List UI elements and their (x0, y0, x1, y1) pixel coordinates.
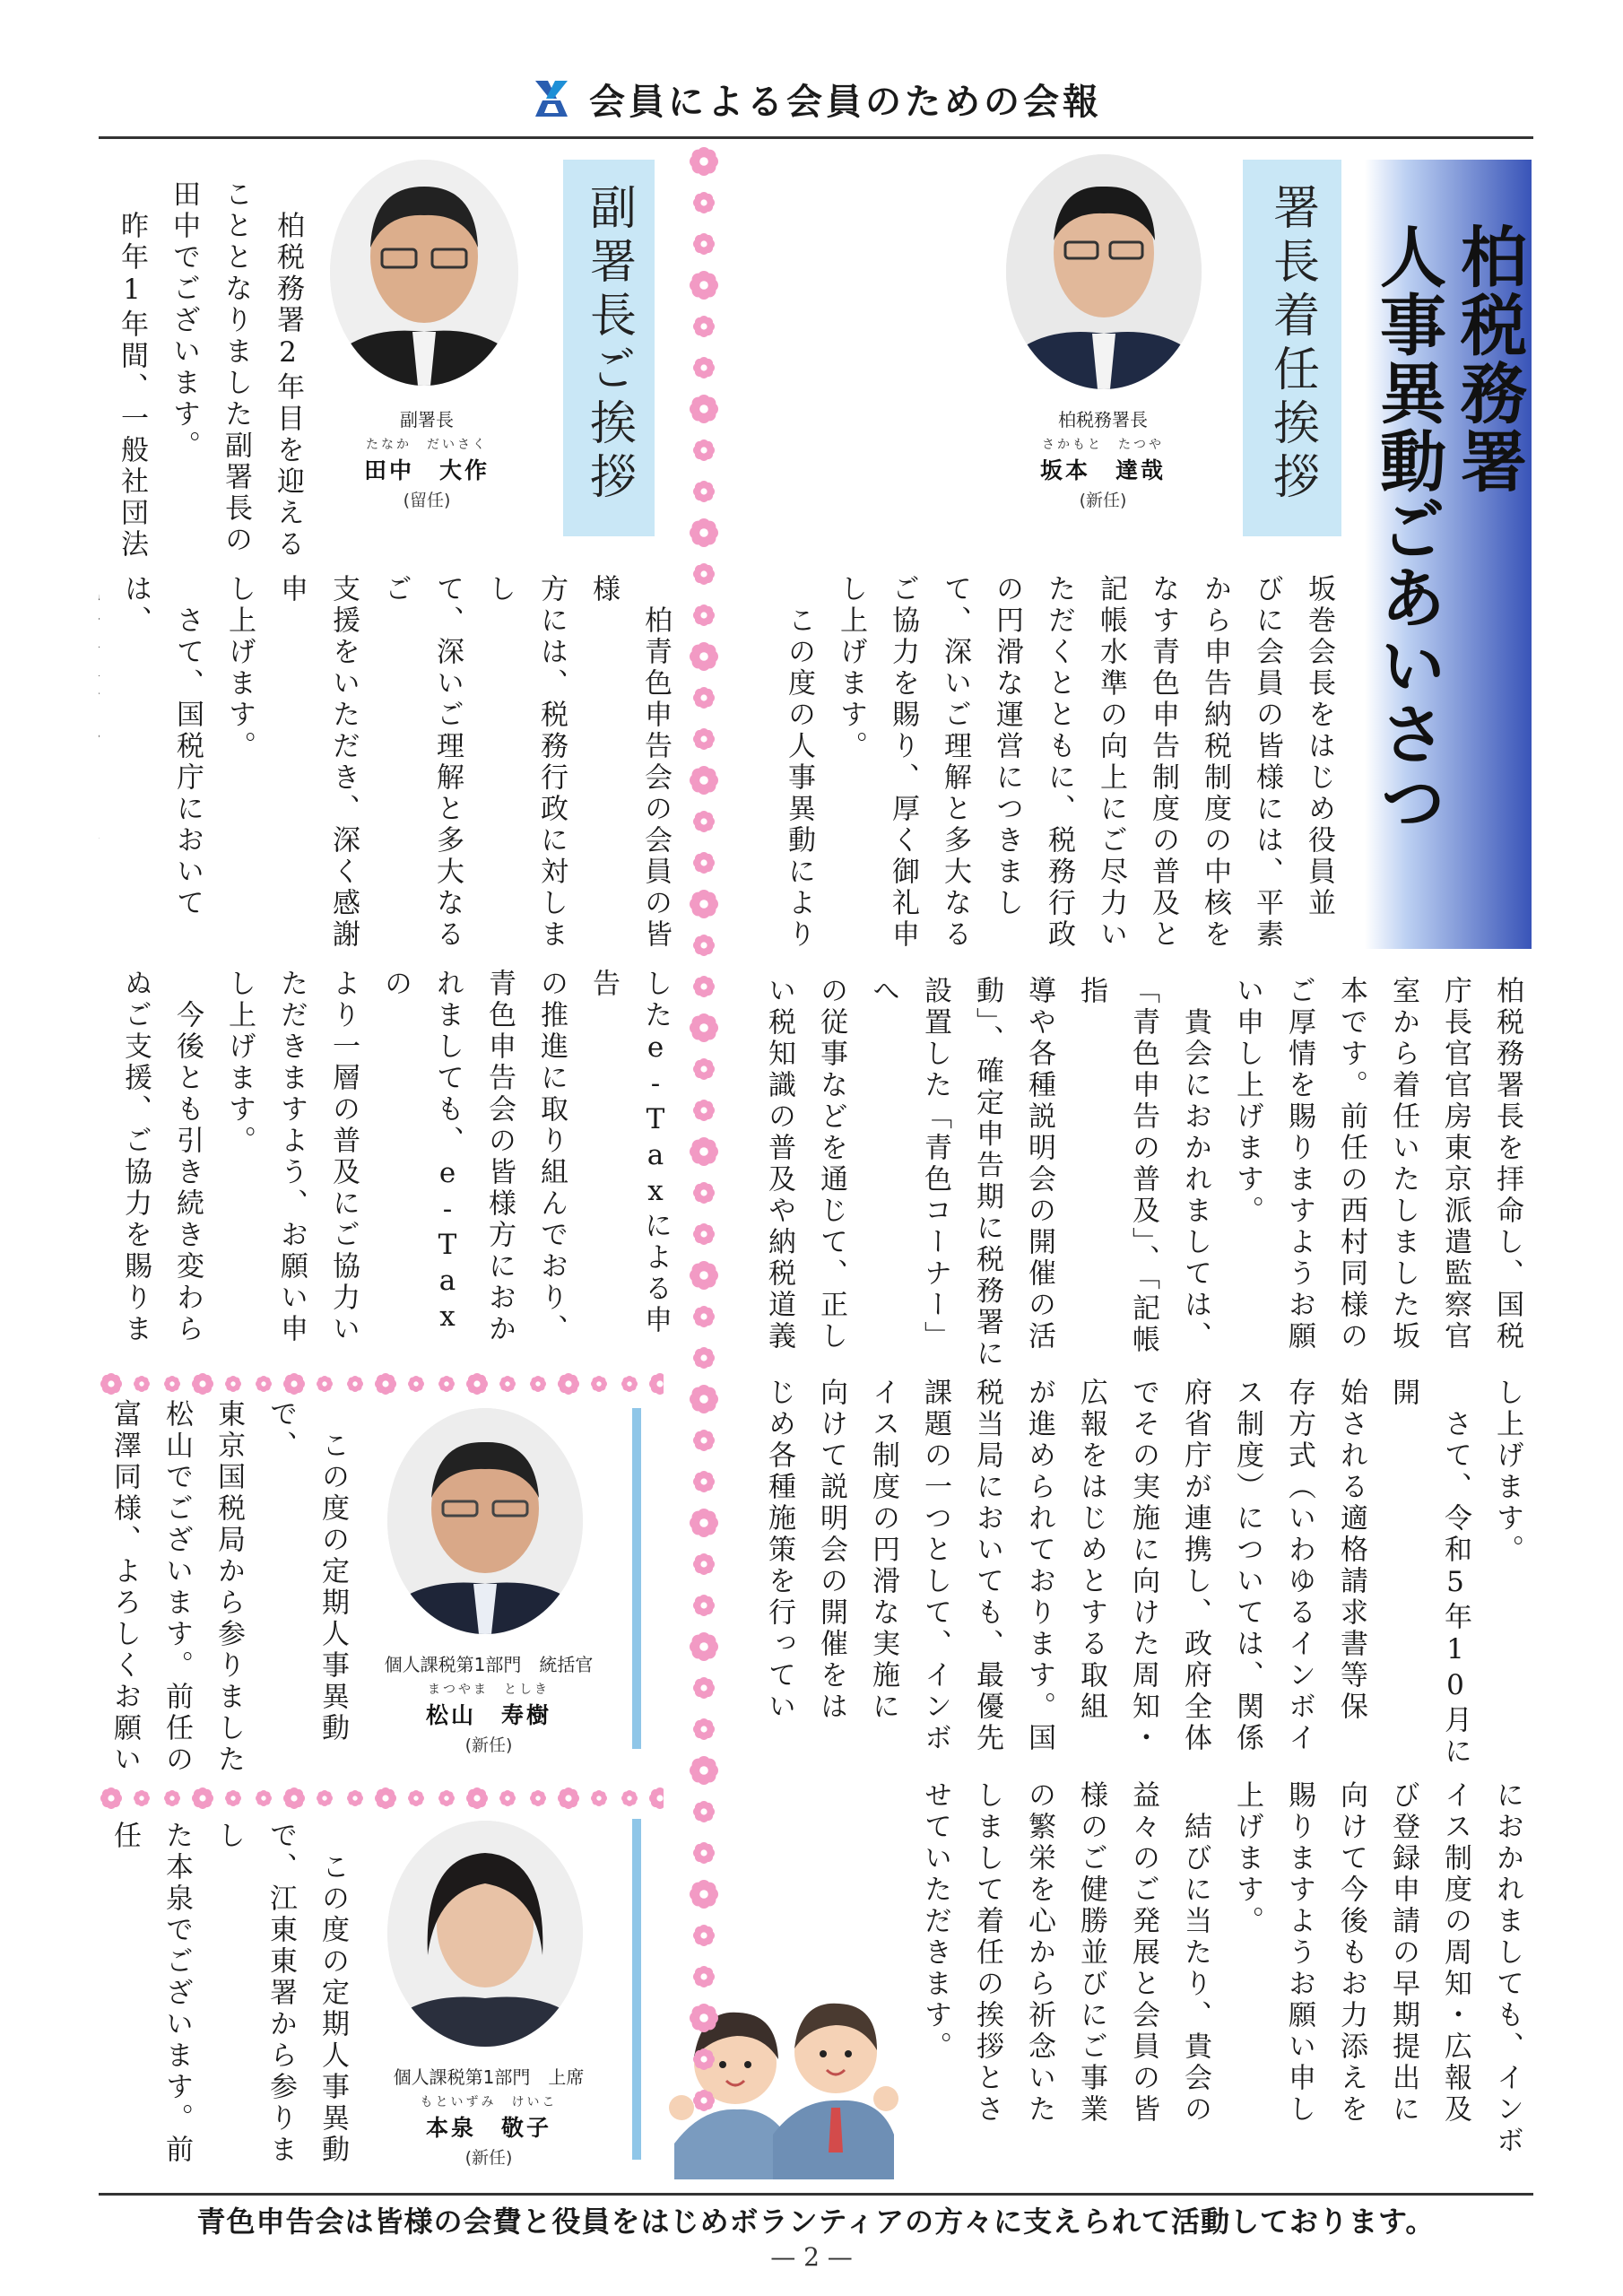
flower-icon (693, 976, 715, 997)
flower-icon (693, 1842, 715, 1864)
flower-icon (256, 1376, 272, 1392)
flower-icon (690, 147, 718, 176)
official2-title: 個人課税第1部門 上席 (393, 2066, 585, 2088)
flower-icon (649, 1373, 664, 1395)
flower-icon (693, 2090, 715, 2111)
chief-text-3: し上げます。 さて、令和5年10月に開 始される適格請求書等保 存方式（いわゆるインボイ ス制度）については、関係 府省庁が連携し、政府全体 でその実施に向けた周知・ 広報をはじめとする取組 が進められております。国 税当局においても、最優先 課題の一つとして、インボ イス制度の円滑な実施に 向けて説明会の開催をは じめ各種施策を行ってい (763, 1378, 1523, 1768)
chief-caption (986, 405, 1219, 511)
flower-icon (408, 1376, 424, 1392)
flower-icon (408, 1790, 424, 1806)
flower-icon (690, 1261, 718, 1290)
chief-text-2: 柏税務署長を拝命し、国税 庁長官官房東京派遣監察官 室から着任いたしました坂 本です。前任の西村同様の ご厚情を賜りますようお願 い申し上げます。 貴会におかれましては、 「青色申告の普及」、「記帳指 導や各種説明会の開催の活 動」、確定申告期に税務署に 設置した「青色コーナー」へ の従事などを通じて、正し い税知識の普及や納税道義 (763, 976, 1523, 1370)
flower-icon (690, 1385, 718, 1413)
flower-icon (317, 1790, 333, 1806)
flower-icon (693, 1223, 715, 1245)
flower-icon (693, 1347, 715, 1369)
flower-icon (192, 1787, 213, 1809)
flower-icon (690, 642, 718, 671)
flower-icon (438, 1790, 455, 1806)
newsletter-title: 会員による会員のための会報 (589, 81, 1102, 123)
deputy-photo (330, 160, 518, 386)
official2-caption (359, 2063, 619, 2169)
association-logo-icon (530, 77, 573, 120)
flower-icon (621, 1790, 638, 1806)
deputy-text-b: 柏青色申告会の会員の皆様 方には、税務行政に対しまし て、深いご理解と多大なるご 支援をいただき、深く感謝申 し上げます。 さて、国税庁においては、 (119, 574, 672, 951)
flower-icon (225, 1376, 241, 1392)
flower-icon (690, 1509, 718, 1537)
flower-icon (690, 518, 718, 547)
deputy-title: 副署長 (400, 409, 454, 430)
flower-icon (690, 1137, 718, 1166)
flower-icon (690, 766, 718, 795)
flower-icon (466, 1787, 488, 1809)
flower-icon (693, 1925, 715, 1946)
flower-icon (693, 604, 715, 626)
flower-icon (347, 1790, 363, 1806)
chief-text-4: におかれましても、インボ イス制度の周知・広報及 び登録申請の早期提出に 向けて今後もお力添えを 賜りますようお願い申し 上げます。 結びに当たり、貴会の 益々のご発展と会員の皆 様のご健勝並びにご事業 の繁栄を心から祈念いた しまして着任の挨拶とさ せていただきます。 (919, 1780, 1523, 2157)
official2-name: 本泉 敬子 (425, 2115, 551, 2141)
flower-icon (693, 2048, 715, 2070)
chief-heading: 署長着任挨拶 (1264, 183, 1319, 506)
title-banner (1365, 160, 1532, 949)
flower-icon (693, 935, 715, 956)
official2-photo (387, 1821, 583, 2047)
official2-accent-bar (632, 1819, 641, 2160)
deputy-text-a: 柏税務署2年目を迎える こととなりました副署長の 田中でございます。 昨年1年間、一般社団法 (116, 179, 304, 561)
deputy-name-ruby: たなか だいさく (366, 438, 488, 452)
flower-icon (530, 1790, 546, 1806)
flower-icon (558, 1373, 579, 1395)
flower-icon (690, 1756, 718, 1785)
official1-status: (新任) (464, 1735, 513, 1755)
flower-icon (466, 1373, 488, 1395)
flower-icon (693, 1677, 715, 1699)
flower-icon (499, 1790, 516, 1806)
flower-divider-horizontal-2 (99, 1785, 664, 1812)
header-rule (99, 136, 1533, 139)
flower-icon (693, 1100, 715, 1121)
flower-icon (693, 852, 715, 874)
official2-status: (新任) (464, 2148, 513, 2168)
chief-title: 柏税務署長 (1058, 409, 1148, 430)
flower-icon (100, 1373, 122, 1395)
flower-icon (690, 890, 718, 918)
flower-icon (690, 1013, 718, 1042)
chief-photo (1006, 154, 1202, 389)
flower-icon (693, 192, 715, 213)
flower-icon (690, 1880, 718, 1909)
flower-icon (693, 1718, 715, 1740)
banner-title (1367, 222, 1529, 949)
flower-divider-horizontal-1 (99, 1370, 664, 1397)
flower-icon (134, 1376, 150, 1392)
flower-icon (693, 1966, 715, 1987)
flower-icon (499, 1376, 516, 1392)
flower-icon (690, 2004, 718, 2032)
flower-icon (530, 1376, 546, 1392)
official1-caption (359, 1650, 619, 1756)
footer-message: 青色申告会は皆様の会費と役員をはじめボランティアの方々に支えられて活動しております。 (196, 2205, 1436, 2239)
flower-icon (347, 1376, 363, 1392)
chief-name: 坂本 達哉 (1039, 457, 1166, 483)
flower-icon (693, 439, 715, 461)
deputy-caption (310, 405, 543, 511)
deputy-text-c: したe-Taxによる申告 の推進に取り組んでおり、 青色申告会の皆様方におか れましても、e-Taxの より一層の普及にご協力い ただきますよう、お願い申 し上げます。 今後とも引き続き変わら ぬご支援、ご協力を賜りま (119, 969, 672, 1345)
flower-icon (558, 1787, 579, 1809)
deputy-heading: 副署長ご挨拶 (581, 183, 636, 506)
flower-icon (192, 1373, 213, 1395)
flower-icon (693, 1306, 715, 1327)
banner-line-2: 人事異動ごあいさつ (1369, 222, 1446, 836)
flower-icon (693, 1801, 715, 1822)
deputy-name: 田中 大作 (363, 457, 490, 483)
deputy-status: (留任) (403, 491, 451, 510)
official2-text: この度の定期人事異動 で、江東東署から参りまし た本泉でございます。前任 (108, 1821, 349, 2166)
flower-icon (317, 1376, 333, 1392)
chief-heading-box (1243, 160, 1341, 536)
flower-icon (693, 563, 715, 585)
banner-line-1: 柏税務署 (1450, 222, 1527, 495)
flower-icon (283, 1373, 305, 1395)
flower-icon (134, 1790, 150, 1806)
official1-name: 松山 寿樹 (425, 1702, 551, 1728)
chief-name-ruby: さかもと たつや (1042, 438, 1164, 452)
flower-icon (591, 1790, 607, 1806)
flower-icon (693, 1182, 715, 1204)
flower-icon (693, 1553, 715, 1575)
flower-icon (693, 481, 715, 502)
flower-icon (693, 728, 715, 750)
flower-icon (693, 811, 715, 832)
official1-title: 個人課税第1部門 統括官 (384, 1654, 594, 1675)
flower-icon (693, 357, 715, 378)
flower-icon (375, 1787, 396, 1809)
page-number: — 2 — (770, 2242, 853, 2272)
chief-text-1: 坂巻会長をはじめ役員並 びに会員の皆様には、平素 から申告納税制度の中核を なす青色申告制度の普及と 記帳水準の向上にご尽力い ただくとともに、税務行政 の円滑な運営につきまし て、深いご理解と多大なる ご協力を賜り、厚く御礼申 し上げます。 この度の人事異動により (783, 574, 1335, 951)
footer-rule (99, 2193, 1533, 2196)
flower-icon (690, 271, 718, 300)
flower-icon (649, 1787, 664, 1809)
chief-status: (新任) (1079, 491, 1127, 510)
official2-name-ruby: もといずみ けいこ (420, 2095, 558, 2109)
flower-icon (693, 1430, 715, 1451)
official1-accent-bar (632, 1408, 641, 1749)
flower-icon (693, 233, 715, 255)
flower-icon (100, 1787, 122, 1809)
flower-icon (693, 1595, 715, 1616)
flower-icon (164, 1790, 180, 1806)
flower-icon (438, 1376, 455, 1392)
official1-photo (387, 1408, 583, 1634)
flower-icon (283, 1787, 305, 1809)
flower-divider-vertical (681, 144, 726, 2117)
flower-icon (621, 1376, 638, 1392)
flower-icon (693, 1058, 715, 1080)
flower-icon (693, 1471, 715, 1492)
flower-icon (256, 1790, 272, 1806)
flower-icon (693, 687, 715, 709)
flower-icon (375, 1373, 396, 1395)
flower-icon (690, 1632, 718, 1661)
flower-icon (225, 1790, 241, 1806)
flower-icon (693, 316, 715, 337)
page-header (99, 63, 1533, 135)
deputy-heading-box (563, 160, 655, 536)
flower-icon (164, 1376, 180, 1392)
official1-name-ruby: まつやま としき (428, 1683, 550, 1697)
flower-icon (690, 395, 718, 423)
official1-text: この度の定期人事異動で、 東京国税局から参りました 松山でございます。前任の 富澤同様、よろしくお願い (108, 1399, 349, 1776)
flower-icon (591, 1376, 607, 1392)
